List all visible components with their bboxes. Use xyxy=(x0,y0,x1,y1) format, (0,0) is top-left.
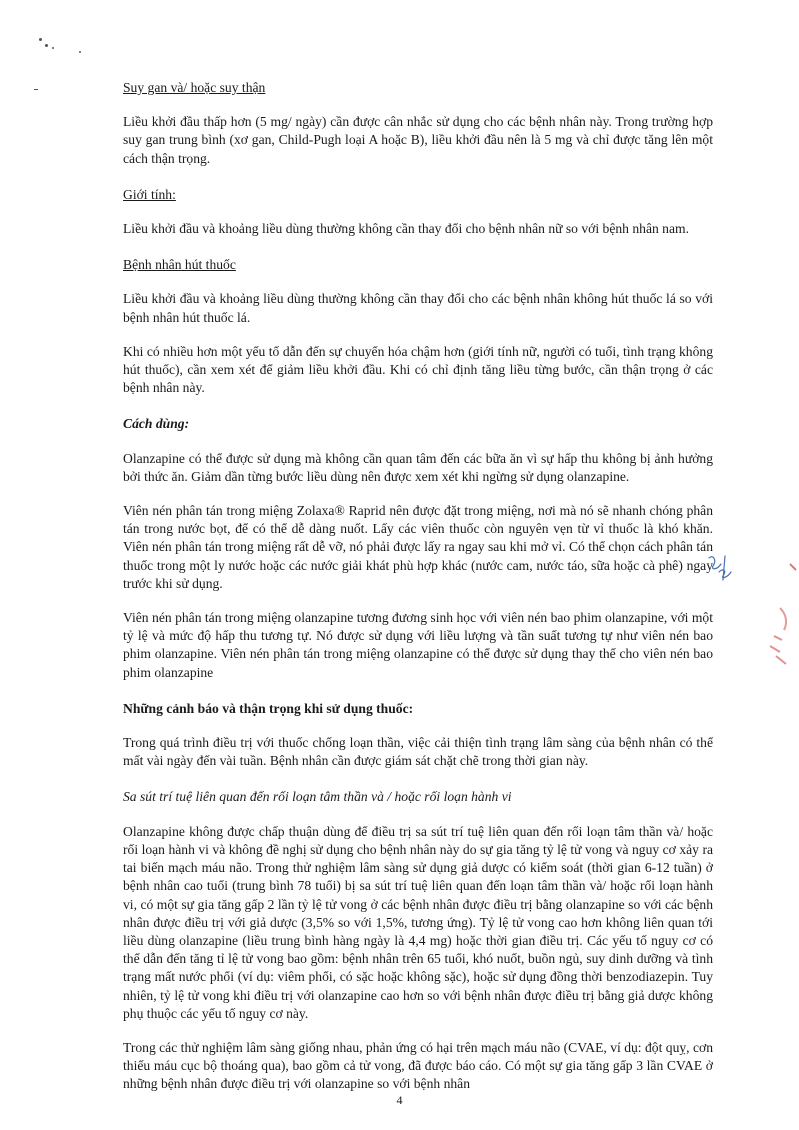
paragraph: Khi có nhiều hơn một yếu tố dẫn đến sự chuyển hóa chậm hơn (giới tính nữ, người có tuổi, tình trạng không hút thuốc), cần xem xét để giảm liều khởi đầu. Khi có chỉ định tăng liều từng bước, cần thận trọng ở các bệnh nhân này. xyxy=(123,343,713,396)
section-liver-kidney xyxy=(123,79,713,168)
stamp-fragment xyxy=(760,560,799,670)
scan-speck xyxy=(45,44,48,47)
paragraph: Trong quá trình điều trị với thuốc chống loạn thần, việc cải thiện tình trạng lâm sàng của bệnh nhân có thể mất vài ngày đến vài tuần. Bệnh nhân cần được giám sát chặt chẽ trong thời gian này. xyxy=(123,735,713,769)
paragraph: Viên nén phân tán trong miệng olanzapine tương đương sinh học với viên nén bao phim olanzapine, với một tỷ lệ và mức độ hấp thu tương tự. Nó được sử dụng với liều lượng và tần suất tương tự như viên nén bao phim olanzapine. Viên nén phân tán trong miệng olanzapine có thể được sử dụng thay thế cho viên nén bao phim olanzapine xyxy=(123,610,713,680)
section-warnings xyxy=(123,700,713,771)
paragraph: Olanzapine có thể được sử dụng mà không cần quan tâm đến các bữa ăn vì sự hấp thu không bị ảnh hưởng bởi thức ăn. Giảm dần từng bước liều dùng nên được xem xét khi ngừng sử dụng olanzapine. xyxy=(123,450,713,484)
section-dementia xyxy=(123,788,713,1093)
section-heading: Suy gan và/ hoặc suy thận xyxy=(123,80,266,95)
section-heading: Sa sút trí tuệ liên quan đến rối loạn tâm thần và / hoặc rối loạn hành vi xyxy=(123,789,512,805)
scan-speck xyxy=(34,89,38,90)
section-administration xyxy=(123,415,713,681)
section-smokers xyxy=(123,256,713,397)
section-heading: Bệnh nhân hút thuốc xyxy=(123,257,236,273)
paragraph: Olanzapine không được chấp thuận dùng để điều trị sa sút trí tuệ liên quan đến rối loạn tâm thần và/ hoặc rối loạn hành vi và không đề nghị sử dụng cho bệnh nhân này do sự gia tăng tỷ lệ tử vong và nguy cơ xảy ra tai biến mạch máu não. Trong thử nghiệm lâm sàng sử dụng giả dược có kiểm soát (thời gian 6-12 tuần) ở bệnh nhân cao tuổi (trung bình 78 tuổi) bị sa sút trí tuệ liên quan đến loạn tâm thần và/ hoặc rối loạn hành vi, có một sự gia tăng gấp 2 lần tỷ lệ tử vong ở các bệnh nhân được điều trị bằng olanzapine so với các bệnh nhân được điều trị với giả dược (3,5% so với 1,5%, tương ứng). Tỷ lệ tử vong cao hơn không liên quan tới liều dùng olanzapine (liều trung bình hàng ngày là 4,4 mg) hoặc thời gian điều trị. Các yếu tố nguy cơ có thể dẫn đến tăng tỉ lệ tử vong bao gồm: bệnh nhân trên 65 tuổi, khó nuốt, buồn ngủ, suy dinh dưỡng và tình trạng mất nước phổi (ví dụ: viêm phổi, có sặc hoặc không sặc), hoặc sử dụng đồng thời benzodiazepin. Tuy nhiên, tỷ lệ tử vong khi điều trị với olanzapine cao hơn so với bệnh nhân được điều trị bằng giả dược không phụ thuộc các yếu tố nguy cơ này. xyxy=(123,823,713,1021)
scan-speck xyxy=(39,38,42,41)
section-gender xyxy=(123,186,713,238)
handwritten-signature xyxy=(703,552,737,582)
section-heading: Cách dùng: xyxy=(123,416,190,432)
paragraph: Liều khởi đầu và khoảng liều dùng thường không cần thay đổi cho các bệnh nhân không hút thuốc lá so với bệnh nhân hút thuốc lá. xyxy=(123,291,713,325)
section-heading: Những cảnh báo và thận trọng khi sử dụng thuốc: xyxy=(123,700,414,716)
paragraph: Liều khởi đầu thấp hơn (5 mg/ ngày) cần được cân nhắc sử dụng cho các bệnh nhân này. Trong trường hợp suy gan trung bình (xơ gan, Child-Pugh loại A hoặc B), liều khởi đầu nên là 5 mg và chỉ được tăng lên một cách thận trọng. xyxy=(123,114,713,166)
page-number: 4 xyxy=(396,1093,403,1107)
section-heading: Giới tính: xyxy=(123,186,176,202)
scan-speck xyxy=(52,47,54,49)
scan-speck xyxy=(79,51,81,53)
paragraph: Liều khởi đầu và khoảng liều dùng thường không cần thay đổi cho bệnh nhân nữ so với bệnh nhân nam. xyxy=(123,221,689,237)
paragraph: Viên nén phân tán trong miệng Zolaxa® Raprid nên được đặt trong miệng, nơi mà nó sẽ nhanh chóng phân tán trong nước bọt, để có thể dễ dàng nuốt. Lấy các viên thuốc còn nguyên vẹn từ vỉ thuốc là khó khăn. Viên nén phân tán trong miệng rất dễ vỡ, nó phải được lấy ra ngay sau khi mở vỉ. Có thể chọn cách phân tán thuốc trong một ly nước hoặc các nước giải khát phù hợp khác (nước cam, nước táo, sữa hoặc cà phê) ngay trước khi sử dụng. xyxy=(123,503,713,591)
document-body xyxy=(123,79,713,1112)
paragraph: Trong các thử nghiệm lâm sàng giống nhau, phản ứng có hại trên mạch máu não (CVAE, ví dụ: đột quỵ, cơn thiếu máu cục bộ thoáng qua), bao gồm cả tử vong, đã được báo cáo. Có một sự gia tăng gấp 3 lần CVAE ở những bệnh nhân được điều trị với olanzapine so với bệnh nhân xyxy=(123,1039,713,1092)
